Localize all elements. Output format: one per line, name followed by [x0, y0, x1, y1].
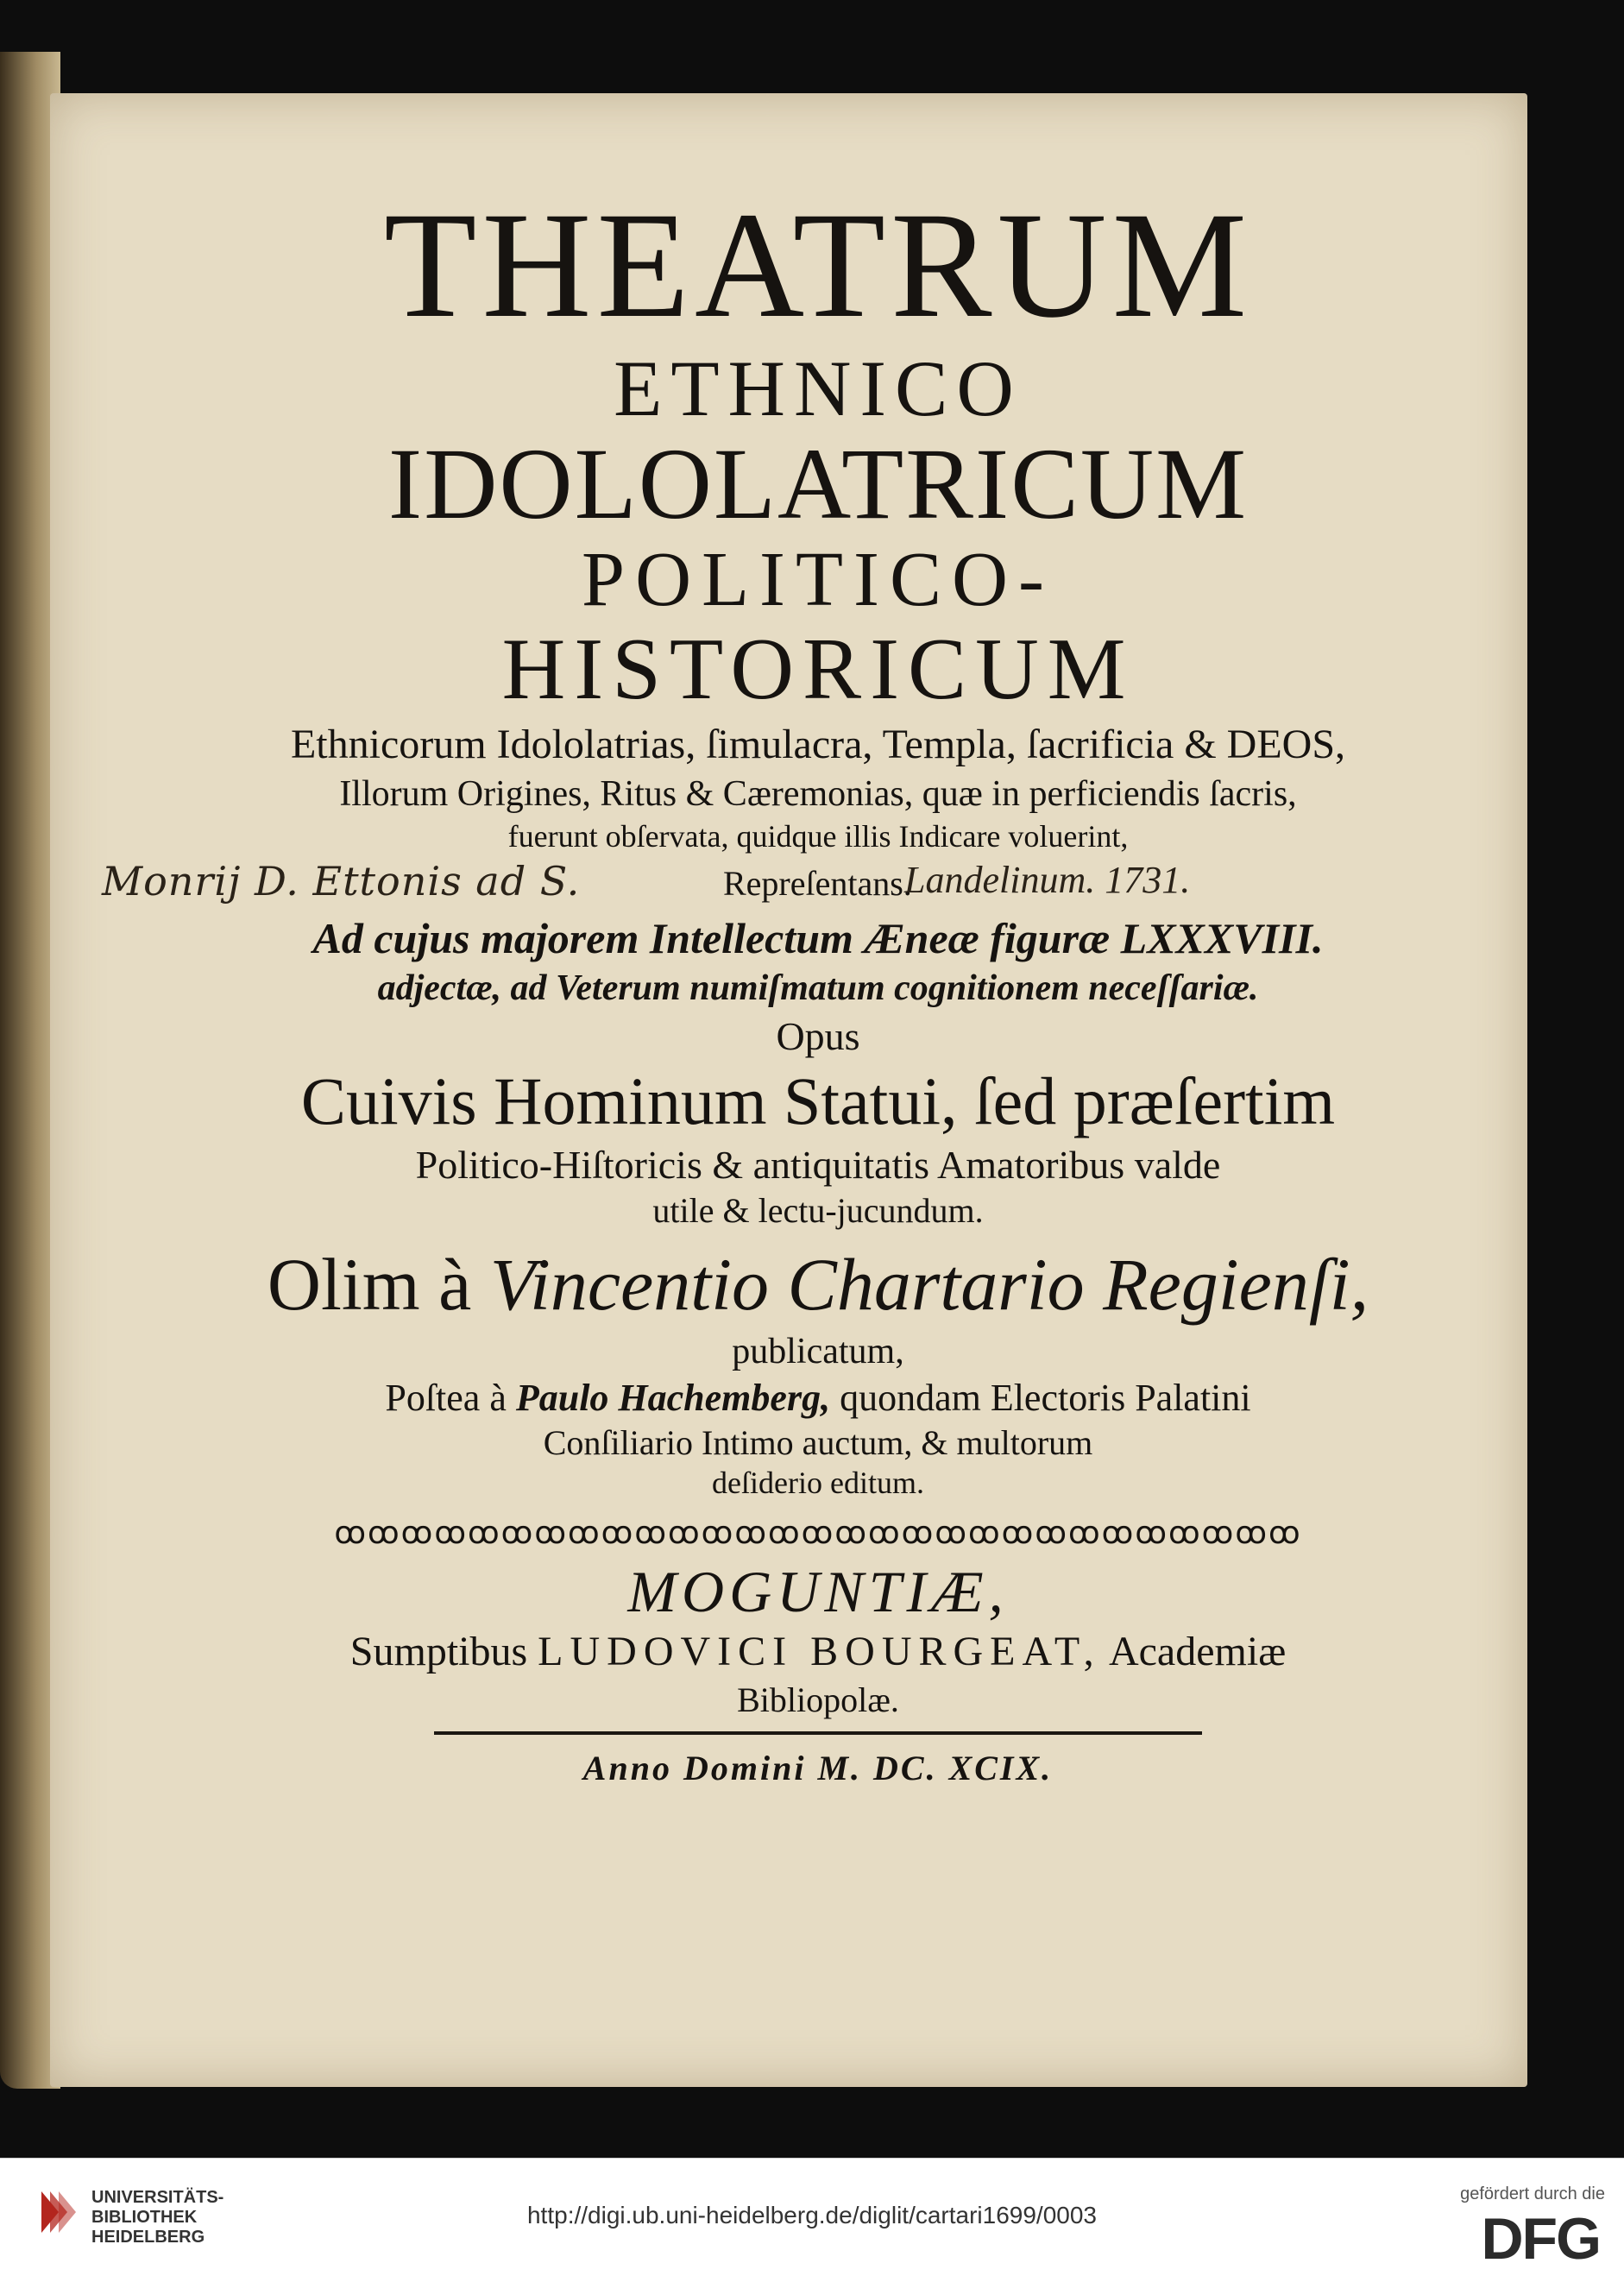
- title-line-idololatricum: IDOLOLATRICUM: [387, 427, 1249, 540]
- footer-bar: [0, 2158, 1624, 2282]
- dfg-logo[interactable]: DFG: [1481, 2206, 1600, 2272]
- library-name-line-1: UNIVERSITÄTS-: [91, 2188, 224, 2207]
- title-page-text: [102, 181, 1465, 1790]
- library-name-line-3: HEIDELBERG: [91, 2228, 205, 2247]
- bibliopolae-line: Bibliopolæ.: [737, 1680, 899, 1719]
- author-name: Vincentio Chartario Regienſi,: [489, 1243, 1369, 1326]
- representans-text: Repreſentans.: [723, 864, 912, 903]
- date-line: Anno Domini M. DC. XCIX.: [582, 1749, 1054, 1787]
- handwritten-date-note: Landelinum. 1731.: [904, 859, 1191, 901]
- author-line: [171, 1239, 1465, 1329]
- city-line: MOGUNTIÆ,: [627, 1559, 1009, 1624]
- representans-line: [102, 856, 1465, 911]
- editor-line: [171, 1374, 1465, 1422]
- cuivis-line: Cuivis Hominum Statui, ſed præſertim: [300, 1063, 1336, 1138]
- academiae-text: Academiæ: [1108, 1629, 1287, 1674]
- title-line-theatrum: THEATRUM: [383, 181, 1253, 350]
- subtitle-line-3: fuerunt obſervata, quidque illis Indicare voluerint,: [507, 819, 1129, 854]
- title-line-historicum: HISTORICUM: [501, 621, 1135, 718]
- permalink-url[interactable]: http://digi.ub.uni-heidelberg.de/diglit/cartari1699/0003: [526, 2202, 1097, 2228]
- publisher-line: [171, 1626, 1465, 1678]
- editor-name: Paulo Hachemberg,: [515, 1377, 831, 1419]
- sumptibus-text: Sumptibus: [349, 1629, 528, 1674]
- title-page: [50, 93, 1527, 2087]
- library-name-line-2: BIBLIOTHEK: [91, 2208, 198, 2227]
- subtitle-line-2: Illorum Origines, Ritus & Cæremonias, quæ in perficiendis ſacris,: [339, 774, 1297, 814]
- publicatum-line: publicatum,: [732, 1332, 904, 1371]
- handwritten-ownership-note: Monrij D. Ettonis ad S.: [102, 858, 581, 905]
- postea-suffix: quondam Electoris Palatini: [830, 1377, 1251, 1419]
- italic-line-2: adjectæ, ad Veterum numiſmatum cognitionem neceſſariæ.: [377, 968, 1259, 1008]
- funded-by-text: gefördert durch die: [1460, 2184, 1605, 2203]
- consiliario-line: Conſiliario Intimo auctum, & multorum: [543, 1423, 1093, 1462]
- desiderio-line: deſiderio editum.: [712, 1466, 924, 1500]
- ornament-border: ꝏꝏꝏꝏꝏꝏꝏꝏꝏꝏꝏꝏꝏꝏꝏꝏꝏꝏꝏꝏꝏꝏꝏꝏꝏꝏꝏꝏꝏ: [334, 1516, 1302, 1550]
- title-line-politico: POLITICO-: [582, 537, 1054, 622]
- olim-prefix: Olim à: [267, 1243, 490, 1326]
- utile-line: utile & lectu-jucundum.: [652, 1191, 984, 1230]
- publisher-name: LUDOVICI BOURGEAT,: [538, 1629, 1101, 1674]
- subtitle-line-1: Ethnicorum Idololatrias, ſimulacra, Templa, ſacrificia & DEOS,: [290, 722, 1346, 767]
- divider-rule: [434, 1731, 1202, 1735]
- title-line-ethnico: ETHNICO: [614, 344, 1023, 432]
- italic-line-1: Ad cujus majorem Intellectum Æneæ figuræ LXXXVIII.: [312, 914, 1324, 962]
- opus-text: Opus: [776, 1014, 860, 1058]
- politico-line: Politico-Hiſtoricis & antiquitatis Amatoribus valde: [415, 1143, 1221, 1187]
- postea-prefix: Poſtea à: [385, 1377, 516, 1419]
